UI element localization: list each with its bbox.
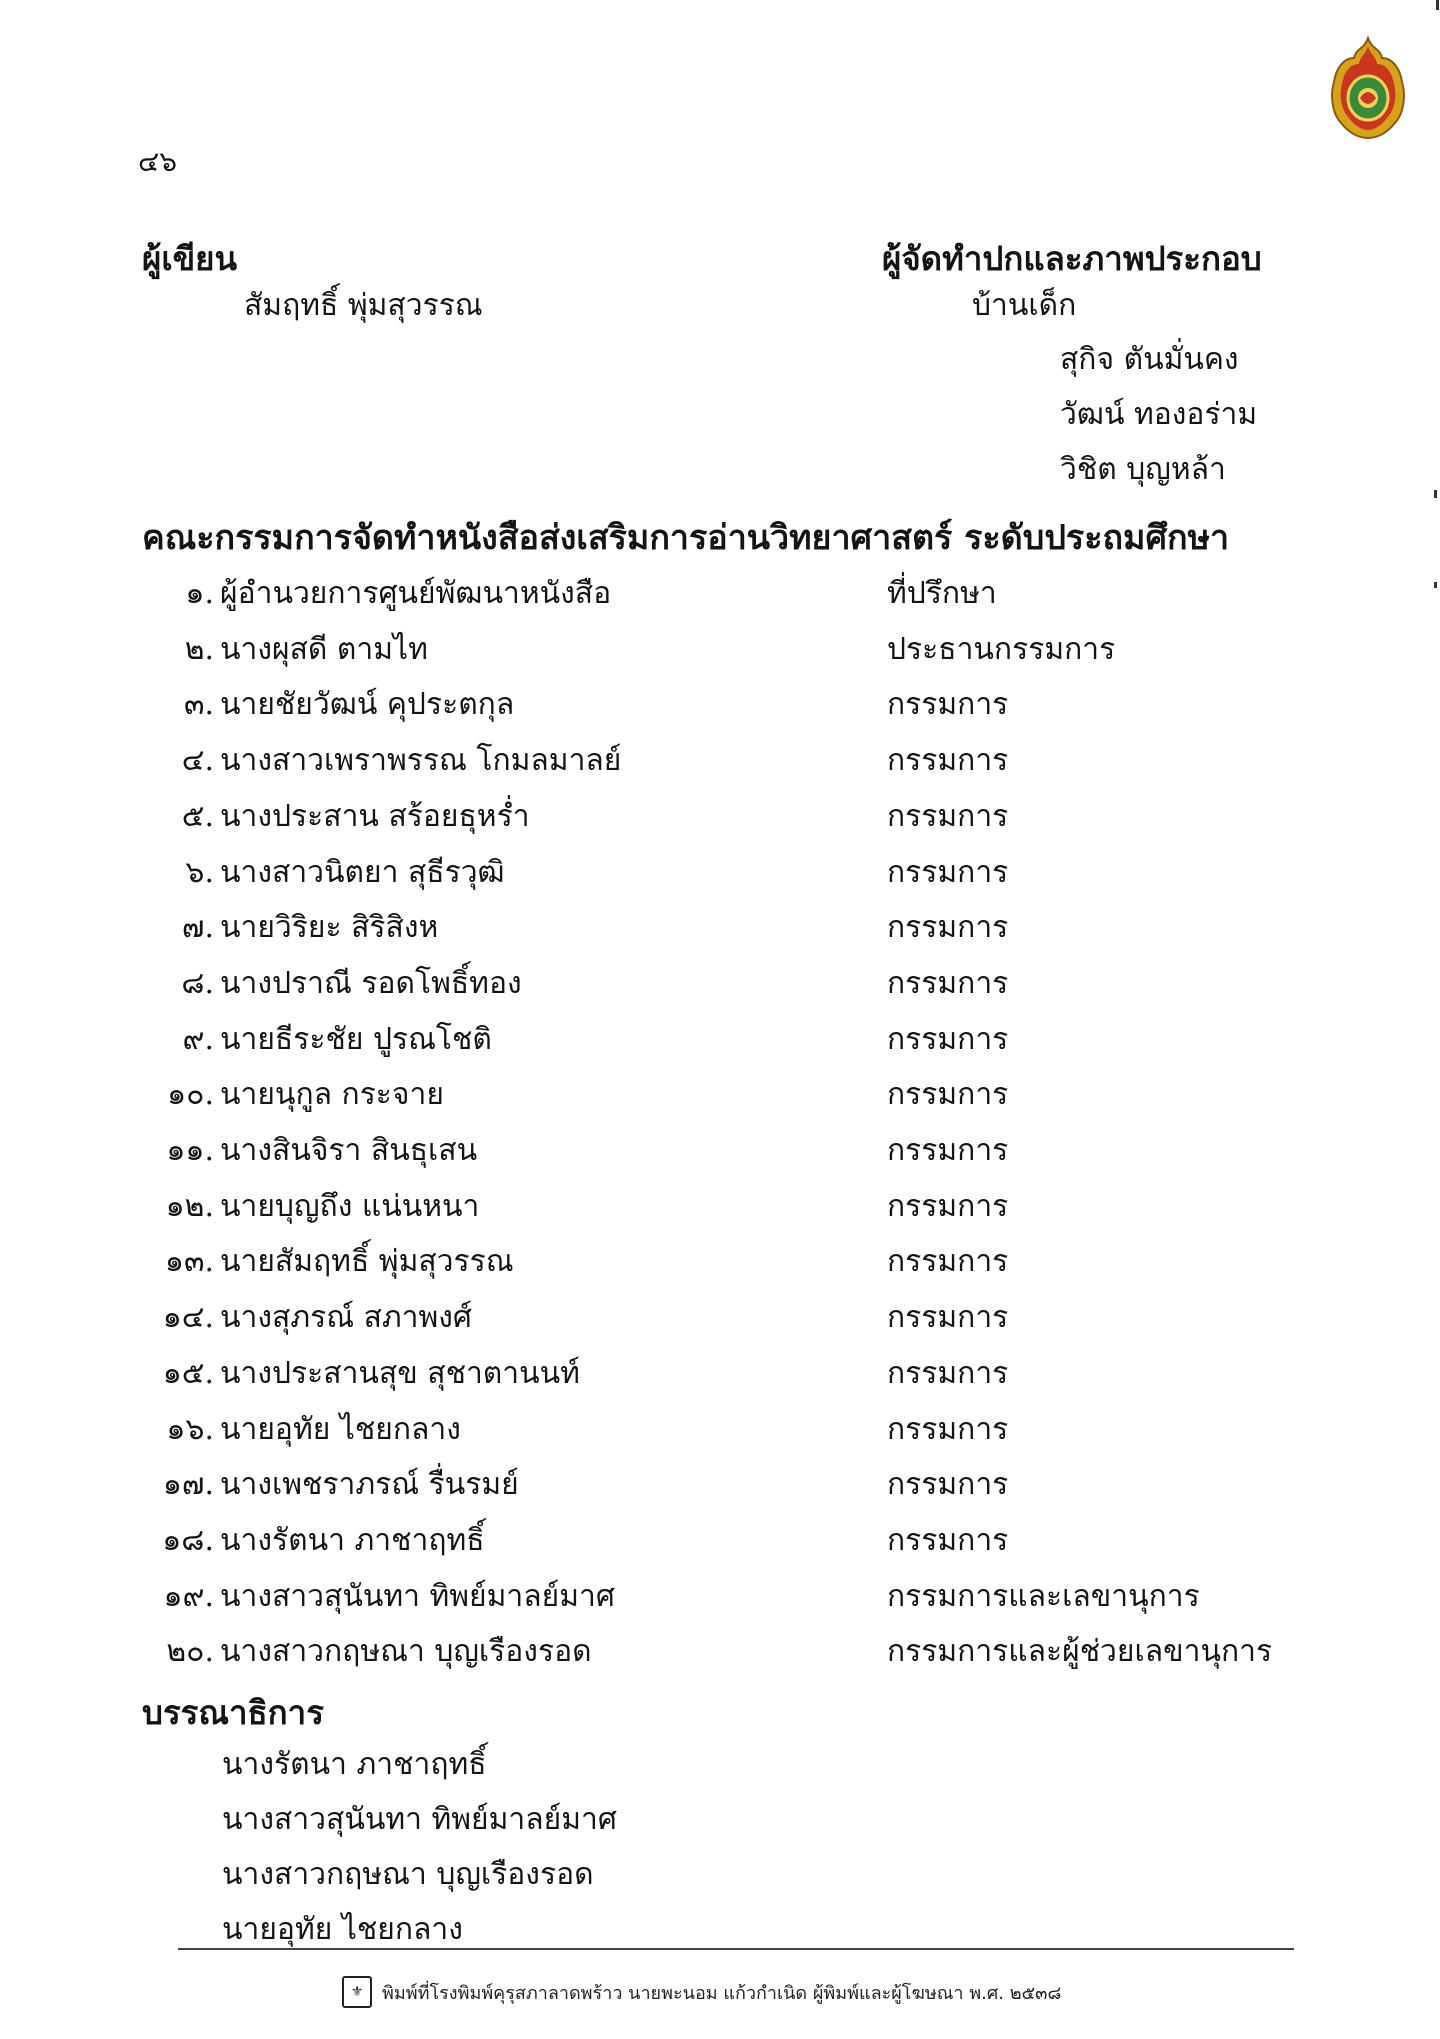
member-name: นางสุภรณ์ สภาพงศ์: [220, 1300, 472, 1336]
member-index: ๑๙.: [163, 1578, 214, 1614]
scan-edge-mark: [1434, 490, 1437, 498]
member-name: นางประสาน สร้อยธุหร่ำ: [220, 798, 530, 834]
committee-member-row: [0, 960, 1440, 1004]
member-name: นางปราณี รอดโพธิ์ทอง: [220, 965, 522, 1001]
member-role: กรรมการ: [887, 1133, 1009, 1168]
committee-member-row: [0, 1628, 1440, 1672]
committee-member-row: [0, 1350, 1440, 1394]
member-name: นางผุสดี ตามไท: [220, 631, 428, 667]
committee-member-row: [0, 1238, 1440, 1282]
editor-name: นายอุทัย ไชยกลาง: [222, 1912, 463, 1947]
scan-edge-mark: [1434, 582, 1437, 588]
illustration-organization: บ้านเด็ก: [972, 288, 1077, 323]
member-name: นางประสานสุข สุชาตานนท์: [220, 1355, 580, 1391]
illustration-heading: ผู้จัดทำปกและภาพประกอบ: [882, 239, 1262, 278]
member-index: ๑๐.: [167, 1077, 214, 1113]
committee-member-row: [0, 681, 1440, 725]
editors-heading: บรรณาธิการ: [142, 1693, 324, 1732]
member-role: กรรมการ: [887, 1300, 1009, 1336]
committee-member-row: [0, 1183, 1440, 1227]
printer-text: พิมพ์ที่โรงพิมพ์คุรุสภาลาดพร้าว นายพะนอม แก้วกำเนิด ผู้พิมพ์และผู้โฆษณา พ.ศ. ๒๕๓๘: [382, 1982, 1062, 2004]
committee-member-row: [0, 904, 1440, 948]
member-role: กรรมการ: [887, 1021, 1009, 1057]
member-role: กรรมการ: [887, 1244, 1009, 1280]
member-index: ๑๗.: [162, 1467, 214, 1503]
member-index: ๑๕.: [162, 1355, 214, 1391]
member-index: ๑๓.: [164, 1244, 214, 1280]
member-index: ๗.: [181, 910, 214, 946]
member-index: ๖.: [185, 854, 214, 890]
member-name: นายชัยวัฒน์ คุประตกุล: [220, 687, 515, 723]
member-index: ๒.: [184, 631, 214, 667]
member-index: ๑๒.: [165, 1188, 214, 1224]
member-index: ๔.: [181, 743, 214, 779]
member-role: กรรมการ: [887, 1077, 1009, 1113]
member-role: กรรมการ: [887, 1355, 1009, 1391]
writer-heading: ผู้เขียน: [142, 239, 238, 278]
member-index: ๑๔.: [162, 1300, 214, 1336]
printer-footer: [342, 1976, 1061, 2008]
member-role: กรรมการ: [887, 1188, 1009, 1224]
committee-member-row: [0, 1461, 1440, 1505]
member-role: กรรมการและผู้ช่วยเลขานุการ: [887, 1634, 1273, 1670]
member-name: นางสาวกฤษณา บุญเรืองรอด: [220, 1634, 592, 1670]
editor-name: นางสาวกฤษณา บุญเรืองรอด: [222, 1857, 594, 1892]
member-index: ๓.: [183, 687, 214, 723]
member-index: ๘.: [181, 965, 214, 1001]
member-name: นางสินจิรา สินธุเสน: [220, 1133, 478, 1168]
member-name: นายธีระชัย ปูรณโชติ: [220, 1021, 492, 1057]
member-name: นายนุกูล กระจาย: [220, 1077, 444, 1113]
member-role: ที่ปรึกษา: [887, 576, 997, 611]
member-name: นางสาวสุนันทา ทิพย์มาลย์มาศ: [220, 1578, 615, 1614]
editor-name: นางสาวสุนันทา ทิพย์มาลย์มาศ: [222, 1802, 617, 1837]
illustrator-name: วัฒน์ ทองอร่าม: [1060, 397, 1258, 432]
member-index: ๑๘.: [162, 1522, 214, 1558]
writer-name: สัมฤทธิ์ พุ่มสุวรรณ: [244, 288, 483, 323]
member-index: ๙.: [182, 1021, 214, 1057]
member-role: กรรมการ: [887, 1411, 1009, 1447]
footer-divider: [178, 1948, 1294, 1950]
committee-member-row: [0, 626, 1440, 670]
member-role: กรรมการและเลขานุการ: [887, 1578, 1200, 1614]
committee-member-row: [0, 1573, 1440, 1617]
member-index: ๒๐.: [166, 1634, 214, 1670]
member-role: กรรมการ: [887, 743, 1009, 779]
member-index: ๑๑.: [166, 1133, 214, 1168]
member-index: ๑๖.: [166, 1411, 214, 1447]
member-role: ประธานกรรมการ: [887, 631, 1116, 667]
committee-member-row: [0, 1016, 1440, 1060]
committee-member-row: [0, 1071, 1440, 1115]
member-index: ๕.: [181, 798, 214, 834]
page-number: ๔๖: [138, 145, 177, 178]
member-index: ๑.: [185, 576, 214, 611]
member-name: นางรัตนา ภาชาฤทธิ์: [220, 1522, 485, 1558]
member-role: กรรมการ: [887, 1522, 1009, 1558]
ministry-emblem-logo: [1326, 36, 1410, 140]
illustrator-name: วิชิต บุญหล้า: [1060, 452, 1226, 487]
committee-member-row: [0, 570, 1440, 614]
committee-member-row: [0, 1294, 1440, 1338]
scan-edge-mark: [1436, 0, 1439, 10]
committee-member-row: [0, 1406, 1440, 1450]
committee-member-row: [0, 793, 1440, 837]
member-role: กรรมการ: [887, 965, 1009, 1001]
member-name: นายอุทัย ไชยกลาง: [220, 1411, 461, 1447]
editor-name: นางรัตนา ภาชาฤทธิ์: [222, 1747, 487, 1782]
member-role: กรรมการ: [887, 910, 1009, 946]
committee-member-row: [0, 737, 1440, 781]
member-name: นายวิริยะ สิริสิงห: [220, 910, 439, 946]
member-name: นายบุญถึง แน่นหนา: [220, 1188, 480, 1224]
member-name: ผู้อำนวยการศูนย์พัฒนาหนังสือ: [220, 576, 612, 611]
illustrator-name: สุกิจ ตันมั่นคง: [1060, 342, 1239, 377]
committee-heading: คณะกรรมการจัดทำหนังสือส่งเสริมการอ่านวิทยาศาสตร์ ระดับประถมศึกษา: [142, 518, 1230, 558]
committee-member-row: [0, 1517, 1440, 1561]
member-name: นางเพชราภรณ์ รื่นรมย์: [220, 1467, 519, 1503]
member-name: นางสาวนิตยา สุธีรวุฒิ: [220, 854, 505, 890]
member-name: นางสาวเพราพรรณ โกมลมาลย์: [220, 743, 622, 779]
member-role: กรรมการ: [887, 854, 1009, 890]
member-role: กรรมการ: [887, 687, 1009, 723]
member-name: นายสัมฤทธิ์ พุ่มสุวรรณ: [220, 1244, 514, 1280]
member-role: กรรมการ: [887, 798, 1009, 834]
member-role: กรรมการ: [887, 1467, 1009, 1503]
committee-member-row: [0, 1127, 1440, 1171]
committee-member-row: [0, 849, 1440, 893]
printing-house-icon: ⚜: [342, 1976, 372, 2008]
